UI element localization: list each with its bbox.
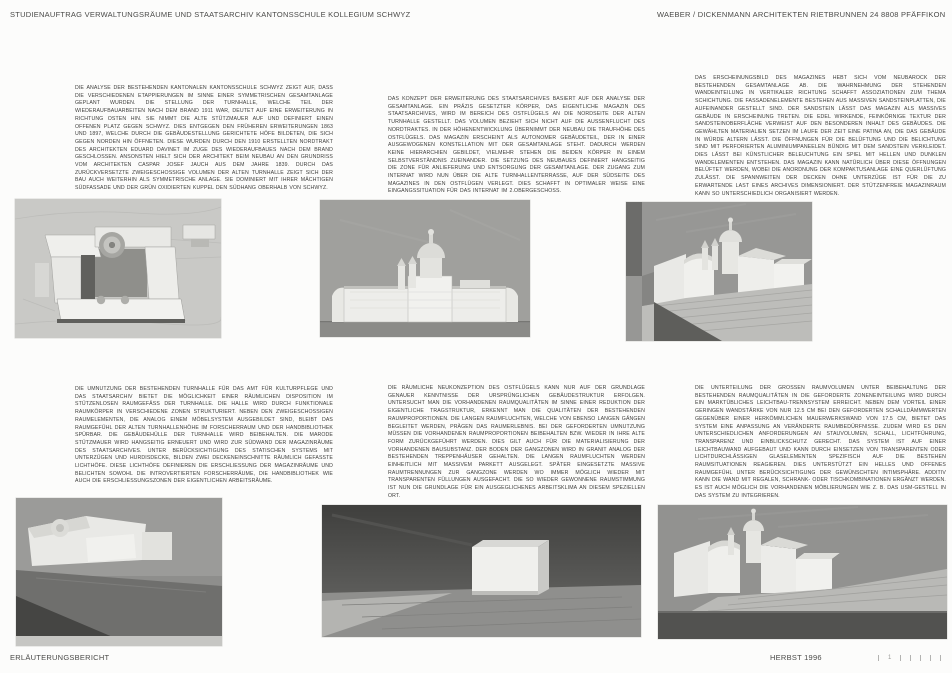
page-tick <box>940 655 941 661</box>
text-block-konzept: DAS KONZEPT DER ERWEITERUNG DES STAATSARCHIVES BASIERT AUF DER ANALYSE DER GESAMTANLAGE. EIN PRÄZIS GESETZTER KÖRPER, DAS EIGENTLICHE MAGAZIN DES STAATSARCHIVES, WIRD IM BEREICH DES OSTFLÜGELS AN DIE NORDSEITE DER ALTEN TURNHALLE GESTELLT. DAS VOLUMEN BEZIEHT SICH NICHT AUF DIE AUSSENFLUCHT DES NORDTRAKTES. IN DER HÖHENENTWICKLUNG ÜBERNIMMT DER NEUBAU DIE TRAUFHÖHE DES OSTFLÜGELS. DAS MAGAZIN ERSCHEINT ALS AUTONOMER GEBÄUDETEIL, DER IN EINER AUSGEWOGENEN KONSTELLATION MIT DER GESAMTANLAGE STEHT. DADURCH WERDEN KEINE HIERARCHIEN GEBILDET, VIELMEHR STEHEN DIE BEIDEN KÖRPER IN EINEM SELBSTVERSTÄNDNIS ZUEINANDER. DIE SETZUNG DES NEUBAUES DEFINIERT HANGSEITIG DIE ZONE FÜR ANLIEFERUNG UND ENTSORGUNG DER GESAMTANLAGE. DER ZUGANG ZUM INTERNAT WIRD NUN ÜBER DIE ALTE TURNHALLENTERRASSE, AUF DER SÜDSEITE DES MAGAZINES IN DEN OSTFLÜGEN VERLEGT. DIES SCHAFFT IN OPTIMALER WEISE EINE EINGANGSSITUATION FÜR DAS INTERNAT IM 2.OBERGESCHOSS. <box>388 96 645 195</box>
text-block-umnutzung: DIE UMNUTZUNG DER BESTEHENDEN TURNHALLE FÜR DAS AMT FÜR KULTURPFLEGE UND DAS STAATSARCHIV BIETET DIE MÖGLICHKEIT EINER RÄUMLICHEN DISPOSITION IM STÜTZENLOSEN RAUMGEFÄSS DER TURNHALLE. DIE HALLE WIRD DURCH FUNKTIONALE RAUMKÖRPER IN VERSCHIEDENE ZONEN STRUKTURIERT. NEBEN DEN ZWEIGESCHOSSIGEN RAUMELEMENTEN, DIE ANALOG EINEM MÖBELSYSTEM AUSGEBILDET SIND, BLEIBT DAS RAUMGEFÜHL DER ALTEN TURNHALLENHÖHE IM FORSCHERRAUM UND DER HANDBIBLIOTHEK SPÜRBAR. DIE GEBÄUDEHÜLLE DER TURNHALLE WIRD BEIBEHALTEN. DIE MARODE STÜTZMAUER WIRD HANGSEITIG ERNEUERT UND WIRD ZUR SÜDWAND DER MAGAZINRÄUME DES STAATSARCHIVES. UNTER BERÜCKSICHTIGUNG DES STATISCHEN SYSTEMS MIT UNTERZÜGEN UND HURDISDECKE, BILDEN ZWEI DECKENEINSCHNITTE RÄUMLICH GEFASSTE LICHTHÖFE. DIESE LICHTHÖFE DEFINIEREN DIE ERSCHLIESSUNG DER MAGAZINRÄUME UND BELICHTEN SOWOHL DIE INTROVERTIERTEN FORSCHERRÄUME, DIE HANDBIBLIOTHEK WIE AUCH DIE ERSCHLIESSUNGSZONEN DER EIGENTLICHEN ARBEITSRÄUME. <box>75 386 333 485</box>
page-tick <box>930 655 931 661</box>
model-photo-west-perspective-image <box>658 505 947 639</box>
text-block-erscheinungsbild: DAS ERSCHEINUNGSBILD DES MAGAZINES HEBT SICH VOM NEUBAROCK DER BESTEHENDEN GESAMTANLAGE AB. DIE WAHRNEHMUNG DER STEHENDEN WANDEINTEILUNG IN VERTIKALER RICHTUNG SCHAFFT ASSOZIATIONEN ZUM THEMA SCHICHTUNG. DIE FASSADENELEMENTE BESTEHEN AUS MASSIVEN SANDSTEINPLATTEN, DIE AUFEINANDER GESTELLT SIND. DER SANDSTEIN LÄSST DAS MAGAZIN ALS MASSIVES GEBÄUDE IN ERSCHEINUNG TRETEN. DIE EDEL WIRKENDE, FEINKÖRNIGE TEXTUR DER SANDSTEINOBERFLÄCHE VERWEIST AUF DEN BESONDEREN INHALT DES GEBÄUDES. DIE GEWÄHLTEN MATERIALIEN SETZEN IM LAUFE DER ZEIT EINE PATINA AN, DIE DAS GEBÄUDE IN WÜRDE ALTERN LÄSST. DIE ÖFFNUNGEN FÜR DIE BELÜFTUNG UND DIE BELICHTUNG SIND MIT PERFORIERTEN ALUMINIUMPANEELEN BÜNDIG MIT DEM SANDSTEIN VERKLEIDET. DIES LÄSST BEI KÜNSTLICHER BELEUCHTUNG EIN SPIEL MIT HELLEN UND DUNKLEN WANDELEMENTEN ENTSTEHEN. DAS MAGAZIN KANN NATÜRLICH ÜBER DIESE ÖFFNUNGEN BELÜFTET WERDEN, WOBEI DIE ANORDNUNG DER KOMPAKTUSANLAGE EINE QUERLÜFTUNG ZULÄSST. DIE SPANNWEITEN DER DECKEN OHNE UNTERZÜGE IST FÜR DIE ZU ERWARTENDE LAST EINES ARCHIVES DIMENSIONIERT. DER STÜTZENFREIE MAGAZINRAUM KANN SO UNTERSCHIEDLICH ORGANISIERT WERDEN. <box>695 75 946 197</box>
model-photo-roof-view <box>16 498 222 646</box>
model-photo-west-perspective <box>658 505 947 639</box>
page-tick <box>920 655 921 661</box>
model-photo-roof-view-image <box>16 498 222 646</box>
page-index-marks <box>878 653 948 663</box>
model-photo-east-perspective-image <box>626 202 812 341</box>
model-photo-magazin-volume <box>322 505 641 637</box>
page-number: 1 <box>888 655 892 661</box>
model-photo-aerial-view-image <box>15 199 221 338</box>
header-title-left: STUDIENAUFTRAG VERWALTUNGSRÄUME UND STAATSARCHIV KANTONSSCHULE KOLLEGIUM SCHWYZ <box>10 10 411 19</box>
model-photo-south-elevation-image <box>320 200 530 337</box>
page-tick <box>900 655 901 661</box>
page-tick <box>910 655 911 661</box>
model-photo-east-perspective <box>626 202 812 341</box>
text-block-analyse: DIE ANALYSE DER BESTEHENDEN KANTONALEN KANTONSSCHULE SCHWYZ ZEIGT AUF, DASS DIE VERSCHIEDENEN ETAPPIERUNGEN IM SINNE EINER SYMMETRISCHEN GESAMTANLAGE GEPLANT WURDEN. DIE STELLUNG DER TURNHALLE, WELCHE TEIL DER WIEDERAUFBAUARBEITEN NACH DEM BRAND 1911 WAR, DEUTET AUF EINE ERWEITERUNG IN RICHTUNG OSTEN HIN. SIE NIMMT DIE ALTE STÜTZMAUER AUF UND DEFINIERT EINEN OFFENEN PLATZ GEGEN SCHWYZ. DIES ENTGEGEN DEN FRÜHEREN ERWEITERUNGEN 1863 UND 1897, WELCHE DURCH DIE GEBÄUDESTELLUNG GERICHTETE HÖFE BILDETEN, DIE SICH GEGEN NORDEN HIN ÖFFNETEN. DIESE WURDEN DURCH DEN 1910 ERSTELLTEN NORDTRAKT DES ARCHITEKTEN EDUARD DAVINET IM ZUGE DES WIEDERAUFBAUES NACH DEM BRAND GESCHLOSSEN. ANSONSTEN HIELT SICH DER ARCHITEKT BEIM NEUBAU AN DEN GRUNDRISS VOM ARCHITEKTEN CASPAR JOSEF JAUCH AUS DEM JAHRE 1839. DURCH DAS ZURÜCKVERSETZTE ZWEIGESCHOSSIGE VOLUMEN DER ALTEN TURNHALLE ZEIGT SICH DER BAU AUCH WEITERHIN ALS SYMMETRISCHE ANLAGE. SIE DOMINIERT MIT IHRER MÄCHTIGEN SÜDFASSADE UND DER GRÜN OXIDIERTEN KUPPEL DEN SÜDHANG OBERHALB VON SCHWYZ. <box>75 85 333 192</box>
footer-date-label: HERBST 1996 <box>770 653 822 662</box>
text-block-neukonzeption: DIE RÄUMLICHE NEUKONZEPTION DES OSTFLÜGELS KANN NUR AUF DER GRUNDLAGE GENAUER KENNTNISSE DER URSPRÜNGLICHEN GEBÄUDESTRUKTUR ERFOLGEN. UNTERSUCHT MAN DIE VORHANDENEN RAUMQUALITÄTEN IM SINNE EINER REDUKTION DER EIGENTLICHE TRAGSTRUKTUR, ERKENNT MAN DIE QUALITÄTEN DER BESTEHENDEN RAUMPROPORTIONEN. DIE LANGEN RAUMFLUCHTEN, WELCHE VON EBENSO LANGEN GÄNGEN BEGLEITET WERDEN, PRÄGEN DAS RAUMERLEBNIS. BEI DER GEFORDERTEN UMNUTZUNG MÜSSEN DIE VORHANDENEN RAUMPROPORTIONEN BEIBEHALTEN BZW. WIEDER IN IHRE ALTE FORM ZURÜCKGEFÜHRT WERDEN. DIES GILT AUCH FÜR DIE MATERIALISIERUNG DER VORHANDENEN BAUSUBSTANZ. DER BODEN DER GANGZONEN WIRD IN GRANIT ANALOG DER BESTEHENDEN TREPPENHÄUSER GEHALTEN. DIE LANGEN RAUMFLUCHTEN WERDEN EINHEITLICH MIT MASSIVEM PARKETT AUSGELEGT. SPÄTER EINGESETZTE MASSIVE RAUMTRENNUNGEN ZUR GANGZONE WERDEN WO IMMER MÖGLICH WIEDER MIT TRANSPARENTEN FÜLLUNGEN AUSGEFACHT. DIE SO WIEDER GEWONNENE RAUMSTIMMUNG IST NUN DIE GRUNDLAGE FÜR EIN AUSGEGLICHENES ARBEITSKLIMA AN DIESEM SPEZIELLEN ORT. <box>388 385 645 499</box>
footer-report-label: ERLÄUTERUNGSBERICHT <box>10 653 110 662</box>
model-photo-magazin-volume-image <box>322 505 641 637</box>
page-tick <box>878 655 879 661</box>
header-title-right: WAEBER / DICKENMANN ARCHITEKTEN RIETBRUNNEN 24 8808 PFÄFFIKON <box>657 10 946 19</box>
model-photo-aerial-view <box>15 199 221 338</box>
model-photo-south-elevation <box>320 200 530 337</box>
text-block-unterteilung: DIE UNTERTEILUNG DER GROSSEN RAUMVOLUMEN UNTER BEIBEHALTUNG DER BESTEHENDEN RAUMQUALITÄTEN IN DIE GEFORDERTE ZONENEINTEILUNG WIRD DURCH EIN MARKTÜBLICHES LEICHTBAU-TRENNSYSTEM ERREICHT. NEBEN DEM VORTEIL EINER GERINGEN WANDSTÄRKE VON NUR 12.5 CM BEI DEN GEFORDERTEN SCHALLDÄMMWERTEN GEGENÜBER EINER HERKÖMMLICHEN MAUERWERKSWAND VON 17.5 CM, BIETET DAS SYSTEM EINE ANPASSUNG AN VERÄNDERTE RAUMBEDÜRFNISSE. ZUDEM WIRD ES DEN UNTERSCHIEDLICHEN ANFORDERUNGEN AN STAUVOLUMEN, SCHALL, LICHTFÜHRUNG, TRANSPARENZ UND EINBLICKSCHUTZ GERECHT. DAS SYSTEM IST AUF EINER LEICHTBAUWAND AUFGEBAUT UND KANN DURCH EINSETZEN VON TRANSPARENTEN ODER LICHTDURCHLÄSSIGEN GLASELEMENTEN SPEZIFISCH AUF DIE BESTEHEN RAUMSITUATIONEN REAGIEREN. DIES UNTERSTÜTZT EIN HELLES UND OFFENES RAUMGEFÜHL UNTER BERÜCKSICHTIGUNG DER GEWÜNSCHTEN INTIMSPHÄRE. ADDITIV KANN DIE WAND MIT REGALEN, SCHRANK- ODER TISCHKOMBINATIONEN ERGÄNZT WERDEN. ES IST AUCH MÖGLICH DIE VORHANDENEN MÖBLIERUNGEN WIE Z. B. DAS USM-GESTELL IN DAS SYSTEM ZU INTEGRIEREN. <box>695 385 946 499</box>
